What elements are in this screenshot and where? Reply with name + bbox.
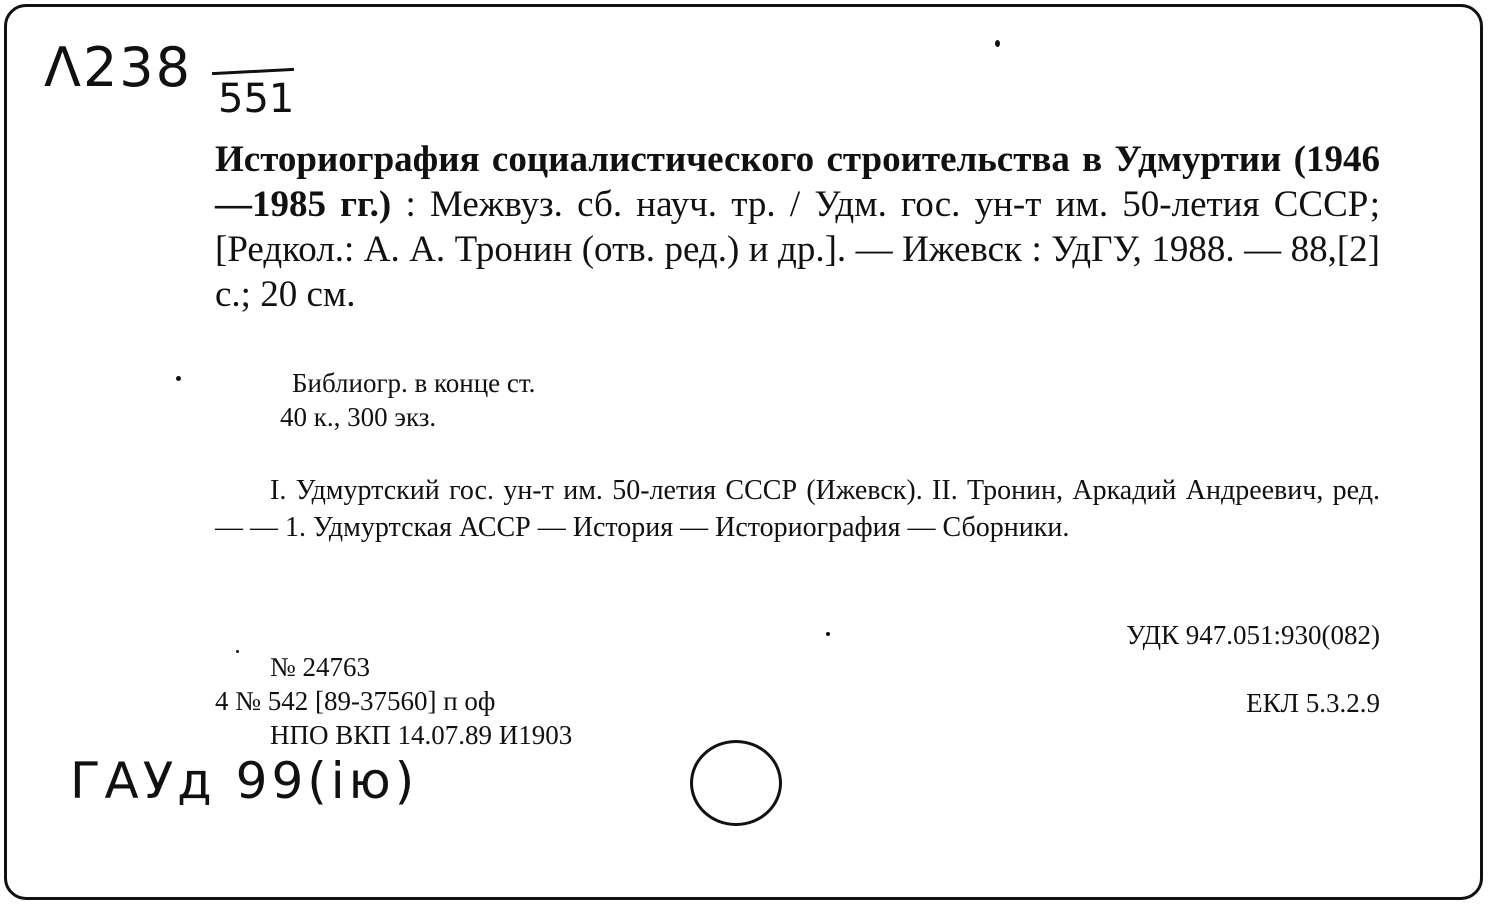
ekl-code: ЕКЛ 5.3.2.9 xyxy=(1246,688,1380,718)
entry-title: Историография социалистического строительства в Удмуртии (1946—1985 гг.) xyxy=(215,139,1380,225)
handwritten-shelf-mark: Λ238 xyxy=(44,36,193,99)
note-bibliography: Библиогр. в конце ст. xyxy=(292,368,536,398)
handwritten-shelf-fraction: 551 xyxy=(218,76,295,122)
print-speck xyxy=(236,650,239,653)
punch-hole-circle xyxy=(690,740,782,826)
entry-notes xyxy=(280,366,536,434)
print-speck xyxy=(826,632,830,636)
bibliographic-entry xyxy=(215,137,1380,317)
registry-printer: НПО ВКП 14.07.89 И1903 xyxy=(270,720,573,750)
udk-code: УДК 947.051:930(082) xyxy=(1126,620,1380,650)
registry-block xyxy=(215,650,572,752)
registry-number: № 24763 xyxy=(270,652,371,682)
handwritten-archive-mark: ГАУд 99(ію) xyxy=(70,752,419,810)
note-price-run: 40 к., 300 экз. xyxy=(280,402,437,432)
registry-order: 4 № 542 [89-37560] п оф xyxy=(215,686,496,716)
tracing-headings: I. Удмуртский гос. ун-т им. 50-летия СССР (Ижевск). II. Тронин, Аркадий Андреевич, ред. — — 1. Удмуртская АССР — История — Историография — Сборники. xyxy=(215,475,1380,543)
print-speck xyxy=(995,40,1000,47)
entry-description: : Межвуз. сб. науч. тр. / Удм. гос. ун-т им. 50-летия СССР; [Редкол.: А. А. Тронин (отв. ред.) и др.]. — Ижевск : УдГУ, 1988. — 88,[2] с.; 20 см. xyxy=(215,184,1380,315)
print-speck xyxy=(176,376,181,381)
